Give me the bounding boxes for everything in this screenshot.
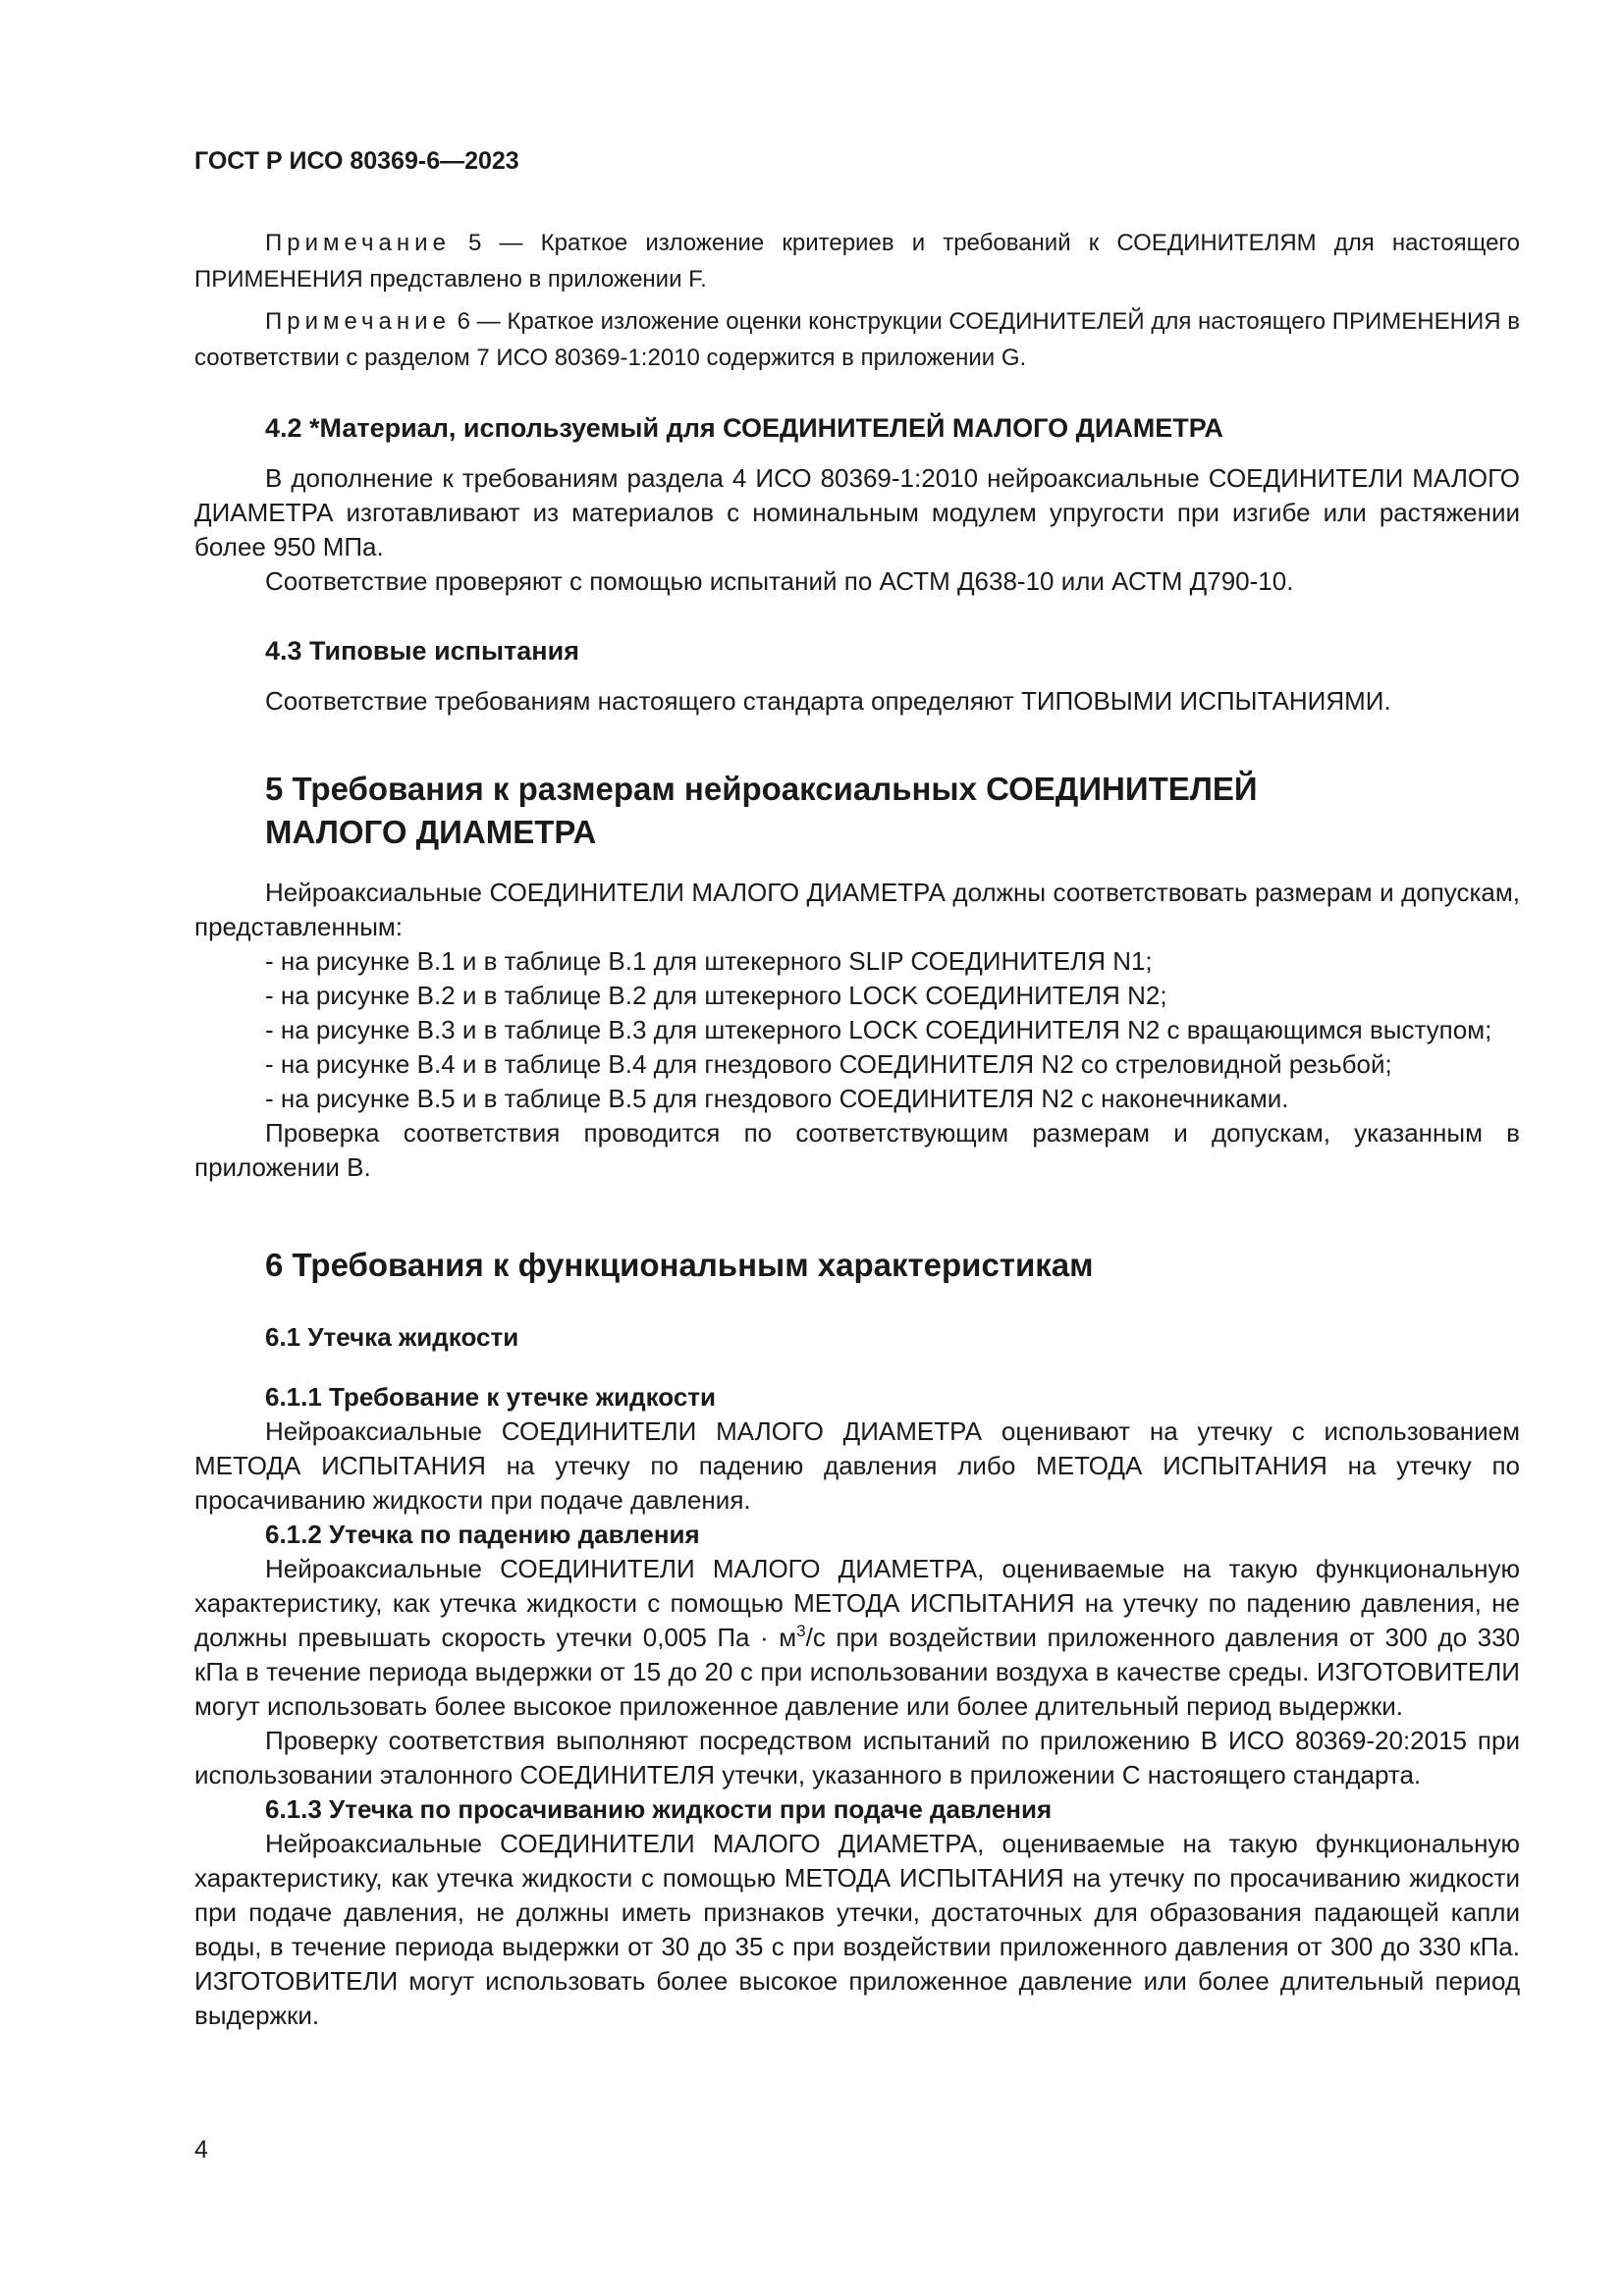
section-5-title-line-2: МАЛОГО ДИАМЕТРА xyxy=(265,814,597,850)
section-6-title: 6 Требования к функциональным характеристикам xyxy=(265,1247,1094,1283)
text-part: /с при воздействии приложенного давления от 300 до 330 кПа в течение периода выдержки от 15 до 20 с при использовании воздуха в качестве среды. ИЗГОТОВИТЕЛИ могут использовать более высокое приложенное давление или более длительный период выдержки. xyxy=(194,1623,1520,1721)
section-5-intro: Нейроаксиальные СОЕДИНИТЕЛИ МАЛОГО ДИАМЕТРА должны соответствовать размерам и допускам, представленным: xyxy=(194,878,1520,941)
list-item: - на рисунке В.2 и в таблице В.2 для штекерного LOCK СОЕДИНИТЕЛЯ N2; xyxy=(265,981,1167,1010)
section-6-1-3-title: 6.1.3 Утечка по просачиванию жидкости при подаче давления xyxy=(265,1794,1053,1824)
note-6 xyxy=(194,303,1520,376)
section-4-3-title: 4.3 Типовые испытания xyxy=(265,636,579,666)
section-4-2-title: 4.2 *Материал, используемый для СОЕДИНИТЕЛЕЙ МАЛОГО ДИАМЕТРА xyxy=(265,413,1223,443)
note-label: Примечание xyxy=(265,308,451,335)
section-5-closing: Проверка соответствия проводится по соответствующим размерам и допускам, указанным в приложении В. xyxy=(194,1118,1520,1182)
list-item: - на рисунке В.1 и в таблице В.1 для штекерного SLIP СОЕДИНИТЕЛЯ N1; xyxy=(265,946,1153,976)
section-6-1-1-title: 6.1.1 Требование к утечке жидкости xyxy=(265,1382,717,1412)
list-item: - на рисунке В.3 и в таблице В.3 для штекерного LOCK СОЕДИНИТЕЛЯ N2 с вращающимся выступом; xyxy=(265,1015,1492,1044)
section-6-1-2-paragraph-1 xyxy=(194,1552,1520,1724)
document-page xyxy=(194,147,1520,2033)
note-5 xyxy=(194,225,1520,297)
document-code-header: ГОСТ Р ИСО 80369-6—2023 xyxy=(194,147,519,175)
section-5-title-line-1: 5 Требования к размерам нейроаксиальных СОЕДИНИТЕЛЕЙ xyxy=(265,771,1258,807)
section-6-1-title: 6.1 Утечка жидкости xyxy=(265,1322,519,1352)
section-6-1-3-paragraph: Нейроаксиальные СОЕДИНИТЕЛИ МАЛОГО ДИАМЕТРА, оцениваемые на такую функциональную характеристику, как утечка жидкости с помощью МЕТОДА ИСПЫТАНИЯ на утечку по просачиванию жидкости при подаче давления, не должны иметь признаков утечки, достаточных для образования падающей капли воды, в течение периода выдержки от 30 до 35 с при воздействии приложенного давления от 300 до 330 кПа. ИЗГОТОВИТЕЛИ могут использовать более высокое приложенное давление или более длительный период выдержки. xyxy=(194,1829,1520,2030)
superscript: 3 xyxy=(796,1622,806,1640)
note-label: Примечание xyxy=(265,230,451,256)
page-number: 4 xyxy=(194,2136,208,2163)
text-part: Нейроаксиальные СОЕДИНИТЕЛИ МАЛОГО ДИАМЕТРА, оцениваемые на такую функциональную характеристику, как утечка жидкости с помощью МЕТОДА ИСПЫТАНИЯ на утечку по падению давления, не должны превышать скорость утечки 0,005 Па · м xyxy=(194,1554,1520,1652)
section-6-1-2-paragraph-2: Проверку соответствия выполняют посредством испытаний по приложению В ИСО 80369-20:2015 при использовании эталонного СОЕДИНИТЕЛЯ утечки, указанного в приложении С настоящего стандарта. xyxy=(194,1726,1520,1789)
section-4-2-paragraph: В дополнение к требованиям раздела 4 ИСО 80369-1:2010 нейроаксиальные СОЕДИНИТЕЛИ МАЛОГО ДИАМЕТРА изготавливают из материалов с номинальным модулем упругости при изгибе или растяжении более 950 МПа. xyxy=(194,463,1520,561)
list-item: - на рисунке В.4 и в таблице В.4 для гнездового СОЕДИНИТЕЛЯ N2 со стреловидной резьбой; xyxy=(265,1049,1392,1079)
section-6-1-1-paragraph: Нейроаксиальные СОЕДИНИТЕЛИ МАЛОГО ДИАМЕТРА оценивают на утечку с использованием МЕТОДА ИСПЫТАНИЯ на утечку по падению давления либо МЕТОДА ИСПЫТАНИЯ на утечку по просачиванию жидкости при подаче давления. xyxy=(194,1416,1520,1515)
section-4-2-compliance: Соответствие проверяют с помощью испытаний по АСТМ Д638-10 или АСТМ Д790-10. xyxy=(265,566,1294,596)
list-item: - на рисунке В.5 и в таблице В.5 для гнездового СОЕДИНИТЕЛЯ N2 с наконечниками. xyxy=(265,1084,1289,1113)
note-text: 5 — Краткое изложение критериев и требований к СОЕДИНИТЕЛЯМ для настоящего ПРИМЕНЕНИЯ представлено в приложении F. xyxy=(194,230,1520,293)
section-6-1-2-title: 6.1.2 Утечка по падению давления xyxy=(265,1520,700,1549)
section-4-3-paragraph: Соответствие требованиям настоящего стандарта определяют ТИПОВЫМИ ИСПЫТАНИЯМИ. xyxy=(265,686,1391,716)
note-text: 6 — Краткое изложение оценки конструкции СОЕДИНИТЕЛЕЙ для настоящего ПРИМЕНЕНИЯ в соответствии с разделом 7 ИСО 80369-1:2010 содержится в приложении G. xyxy=(194,308,1520,371)
section-5-title xyxy=(265,768,1520,854)
